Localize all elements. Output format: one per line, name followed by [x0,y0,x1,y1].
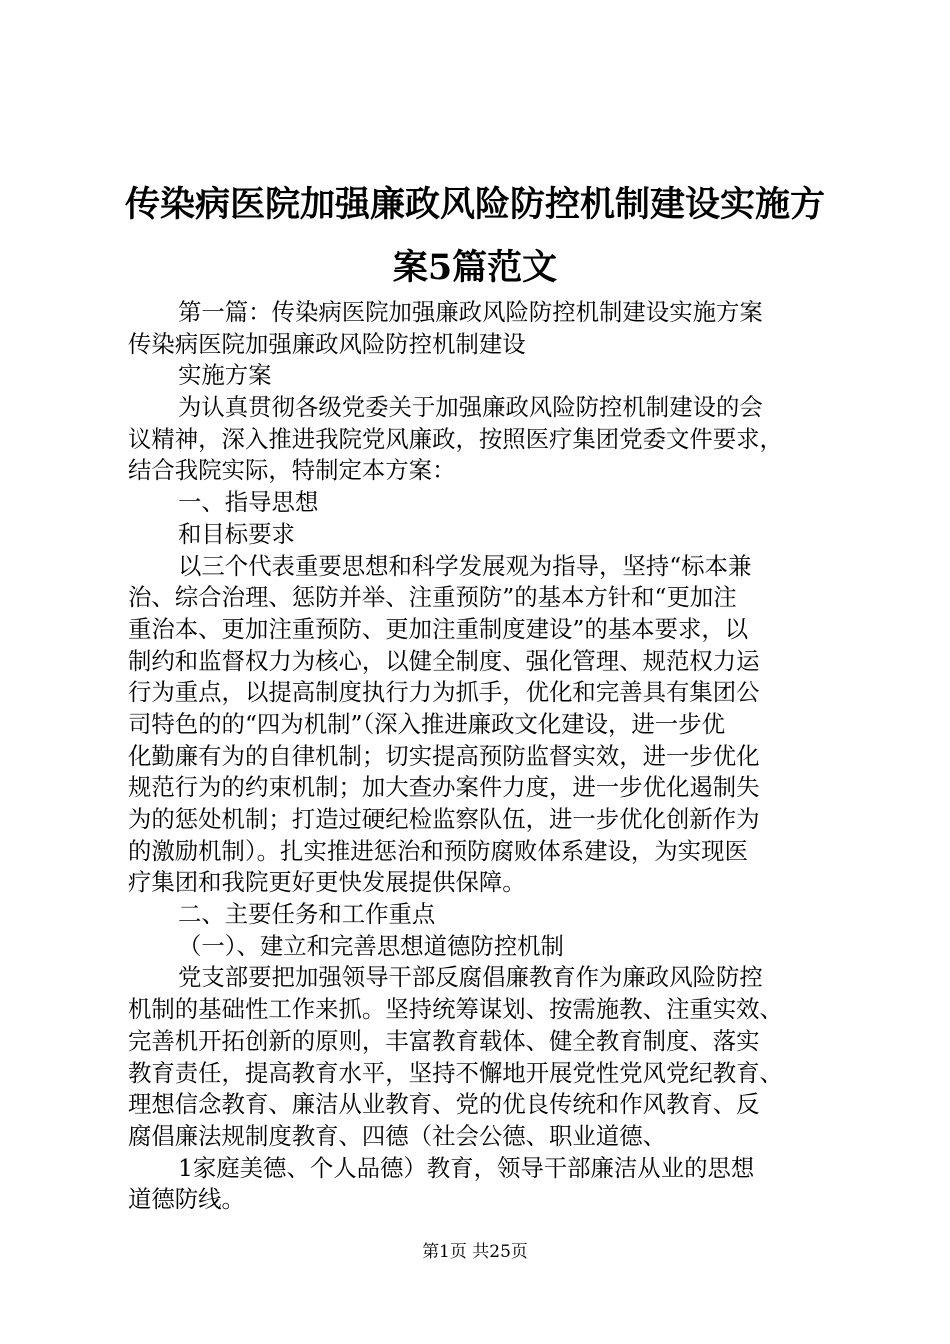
body-text-line: 机制的基础性工作来抓。坚持统筹谋划、按需施教、注重实效、 [128,995,783,1024]
body-text-line: 结合我院实际，特制定本方案： [128,456,456,485]
body-text-line: 规范行为的约束机制；加大查办案件力度，进一步优化遏制失 [128,773,760,802]
body-text-line: 完善机开拓创新的原则，丰富教育载体、健全教育制度、落实 [128,1026,760,1055]
document-body [128,297,833,1216]
body-text-line: 理想信念教育、廉洁从业教育、党的优良传统和作风教育、反 [128,1090,760,1119]
body-text-line: （一）、建立和完善思想道德防控机制 [178,931,564,960]
body-text-line: 行为重点，以提高制度执行力为抓手，优化和完善具有集团公 [128,678,760,707]
body-text-line: 二、主要任务和工作重点 [178,900,436,929]
body-text-line: 腐倡廉法规制度教育、四德（社会公德、职业道德、 [128,1121,666,1150]
document-title-line-1: 传染病医院加强廉政风险防控机制建设实施方 [124,184,825,225]
body-text-line: 道德防线。 [128,1185,245,1214]
body-text-line: 第一篇：传染病医院加强廉政风险防控机制建设实施方案 [178,298,763,326]
document-title-line-2: 案5篇范文 [392,247,558,288]
body-text-line: 的激励机制）。扎实推进惩治和预防腐败体系建设，为实现医 [128,836,748,865]
body-text-line: 司特色的的“四为机制”（深入推进廉政文化建设，进一步优 [128,709,725,738]
body-text-line: 化勤廉有为的自律机制；切实提高预防监督实效，进一步优化 [128,741,760,770]
body-text-line: 治、综合治理、惩防并举、注重预防”的基本方针和“更加注 [128,583,737,612]
body-text-line: 1家庭美德、个人品德）教育，领导干部廉洁从业的思想 [178,1153,755,1182]
body-text-line: 传染病医院加强廉政风险防控机制建设 [128,329,526,358]
body-text-line: 教育责任，提高教育水平，坚持不懈地开展党性党风党纪教育、 [128,1058,783,1087]
body-text-line: 重治本、更加注重预防、更加注重制度建设”的基本要求，以 [128,614,749,643]
body-text-line: 党支部要把加强领导干部反腐倡廉教育作为廉政风险防控 [178,963,763,992]
body-text-line: 制约和监督权力为核心，以健全制度、强化管理、规范权力运 [128,646,760,675]
body-text-line: 疗集团和我院更好更快发展提供保障。 [128,868,526,897]
body-text-line: 议精神，深入推进我院党风廉政，按照医疗集团党委文件要求， [128,424,783,453]
body-text-line: 和目标要求 [178,519,295,548]
body-text-line: 一、指导思想 [178,488,319,517]
body-text-line: 实施方案 [178,361,272,390]
body-text-line: 以三个代表重要思想和科学发展观为指导，坚持“标本兼 [178,551,752,580]
body-text-line: 为的惩处机制；打造过硬纪检监察队伍，进一步优化创新作为 [128,805,760,833]
body-text-line: 为认真贯彻各级党委关于加强廉政风险防控机制建设的会 [178,393,763,422]
page-footer: 第1页 共25页 [422,1242,528,1262]
